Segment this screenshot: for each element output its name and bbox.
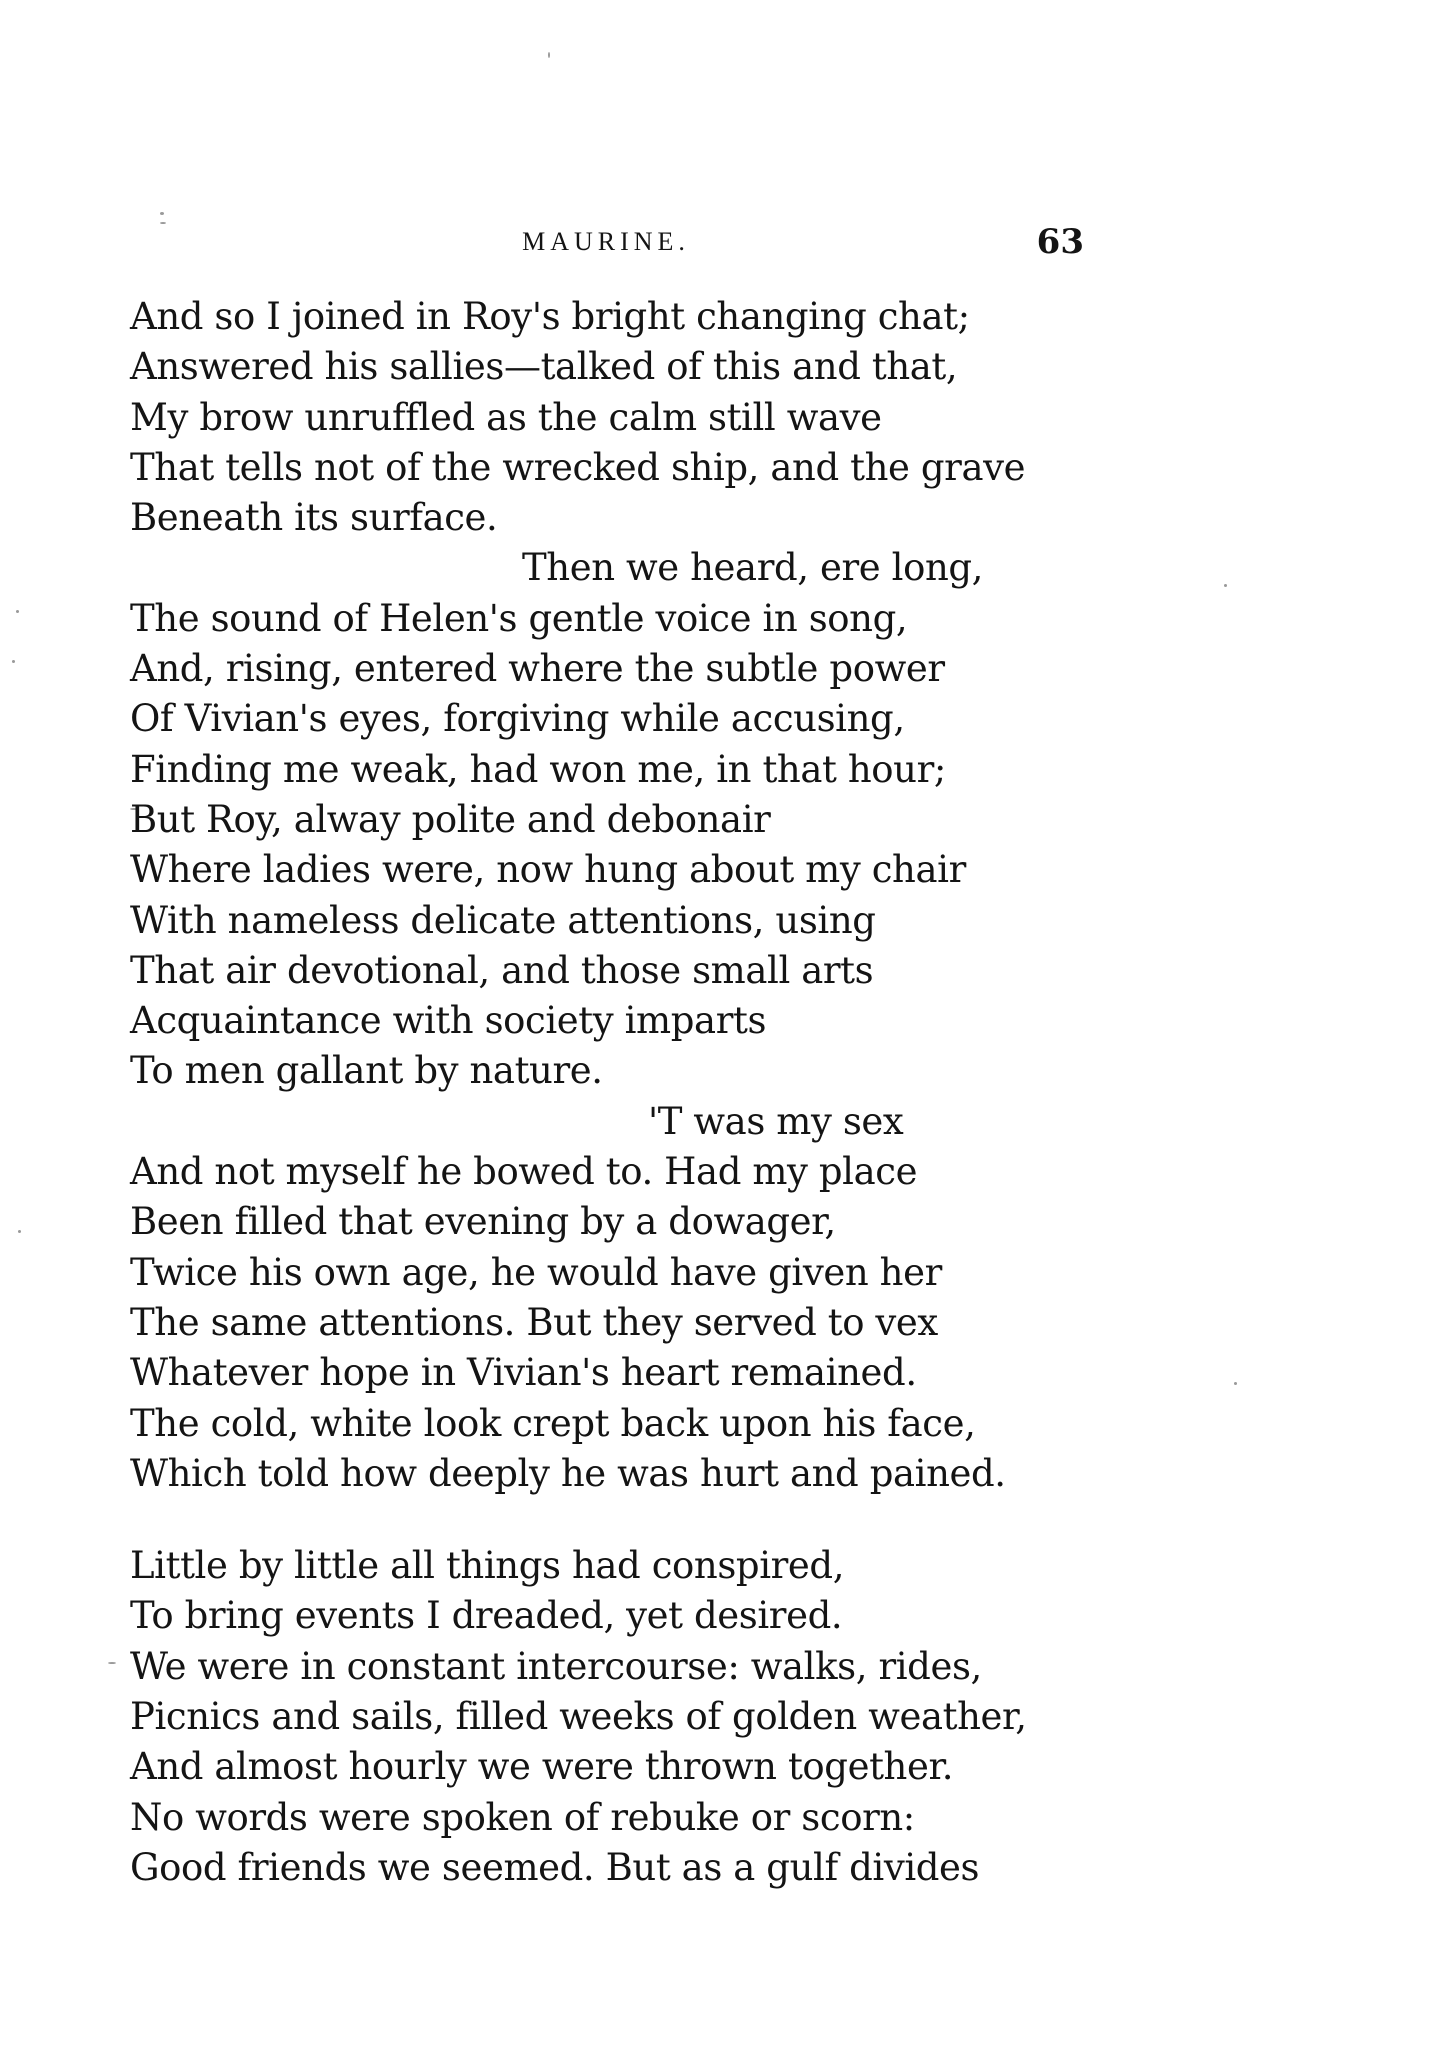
- poem-line: To bring events I dreaded, yet desired.: [130, 1594, 843, 1638]
- poem-line: That tells not of the wrecked ship, and the grave: [130, 445, 1026, 489]
- paper-speck: [548, 52, 550, 58]
- poem-line: The same attentions. But they served to vex: [130, 1300, 938, 1344]
- poem-line: Which told how deeply he was hurt and pained.: [130, 1451, 1006, 1495]
- poem-line: The cold, white look crept back upon his face,: [130, 1401, 976, 1445]
- poem-line: But Roy, alway polite and debonair: [130, 797, 771, 841]
- poem-line: The sound of Helen's gentle voice in song,: [130, 596, 908, 640]
- running-title: MAURINE.: [522, 227, 690, 256]
- running-head: [130, 222, 1082, 262]
- paper-speck: [16, 610, 19, 613]
- poem-line: No words were spoken of rebuke or scorn:: [130, 1795, 915, 1839]
- poem-line: To men gallant by nature.: [130, 1049, 603, 1093]
- poem-line: We were in constant intercourse: walks, rides,: [130, 1644, 982, 1688]
- poem-line: Of Vivian's eyes, forgiving while accusing,: [130, 697, 905, 741]
- paper-speck: [1234, 1382, 1237, 1385]
- poem-line: And, rising, entered where the subtle power: [130, 647, 945, 691]
- poem-line: My brow unruffled as the calm still wave: [130, 395, 882, 439]
- paper-speck: [1224, 584, 1227, 587]
- paper-speck: [12, 660, 15, 663]
- poem-line: Answered his sallies—talked of this and that,: [130, 345, 958, 389]
- poem-line: Picnics and sails, filled weeks of golden weather,: [130, 1695, 1027, 1739]
- poem-line: Been filled that evening by a dowager,: [130, 1200, 836, 1244]
- paper-speck: [108, 1662, 116, 1664]
- poem-text: [130, 292, 1130, 1893]
- poem-line: 'T was my sex: [648, 1099, 904, 1143]
- poem-line: Little by little all things had conspired,: [130, 1544, 845, 1588]
- poem-line: Then we heard, ere long,: [522, 546, 984, 590]
- poem-line: Beneath its surface.: [130, 496, 498, 540]
- poem-line: And almost hourly we were thrown together.: [130, 1745, 954, 1789]
- poem-line: That air devotional, and those small arts: [130, 948, 874, 992]
- page-number: 63: [1036, 222, 1084, 262]
- poem-line: Twice his own age, he would have given her: [130, 1250, 942, 1294]
- poem-line: Good friends we seemed. But as a gulf divides: [130, 1845, 980, 1889]
- paper-speck: [18, 1230, 21, 1233]
- poem-line: With nameless delicate attentions, using: [130, 898, 876, 942]
- poem-line: And not myself he bowed to. Had my place: [130, 1150, 918, 1194]
- paper-speck: [160, 212, 164, 215]
- stanza-break: [130, 1499, 1130, 1541]
- poem-line: And so I joined in Roy's bright changing chat;: [130, 295, 970, 338]
- poem-line: Acquaintance with society imparts: [130, 999, 767, 1043]
- poem-line: Finding me weak, had won me, in that hour;: [130, 747, 946, 791]
- poem-line: Where ladies were, now hung about my chair: [130, 848, 966, 892]
- poem-line: Whatever hope in Vivian's heart remained.: [130, 1351, 917, 1395]
